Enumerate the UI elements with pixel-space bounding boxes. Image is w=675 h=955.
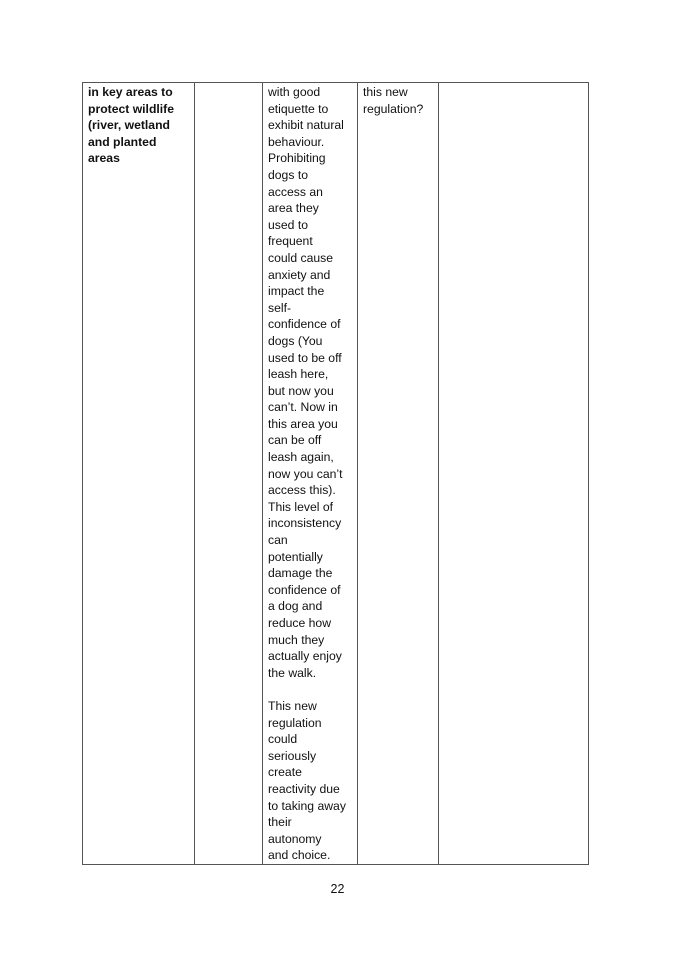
comment-paragraph-1: with good etiquette to exhibit natural behaviour. Prohibiting dogs to access an area they used to frequent could cause anxiety and impact the self- confidence of dogs (You used to be off leash here, but now you can’t. Now in this area you can be off leash again, now you can’t access this). This level of inconsistency can potentially damage the confidence of a dog and reduce how much they actually enjoy the walk.	[268, 85, 344, 680]
empty-cell-5	[439, 83, 589, 865]
comment-paragraph-2: This new regulation could seriously create reactivity due to taking away their autonomy and choice.	[268, 698, 346, 863]
subject-cell	[83, 83, 195, 865]
question-text: this new regulation?	[363, 85, 424, 116]
empty-cell-2	[195, 83, 263, 865]
comment-cell	[263, 83, 358, 865]
table-row	[83, 83, 589, 865]
subject-text: in key areas to protect wildlife (river, wetland and planted areas	[88, 85, 174, 166]
page-number: 22	[330, 882, 345, 896]
consultation-table	[82, 82, 589, 865]
question-cell	[358, 83, 439, 865]
